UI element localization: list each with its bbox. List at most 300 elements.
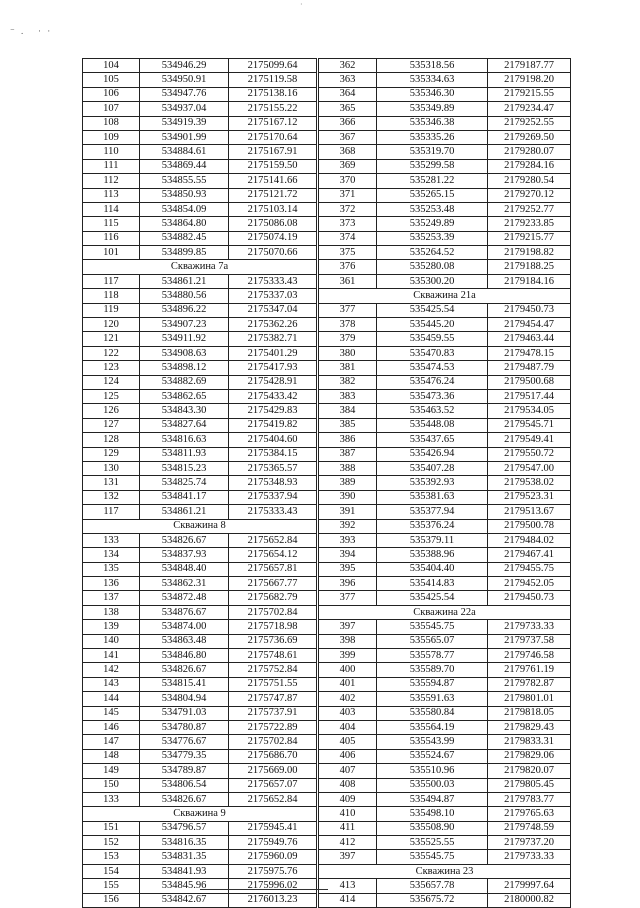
y-coordinate-cell: 2175170.64 — [229, 130, 317, 144]
table-row — [319, 649, 571, 663]
x-coordinate-cell: 535335.26 — [377, 130, 488, 144]
y-coordinate-cell: 2179545.71 — [488, 418, 571, 432]
table-row — [319, 634, 571, 648]
point-number-cell: 371 — [319, 188, 377, 202]
point-number-cell: 117 — [83, 274, 140, 288]
y-coordinate-cell: 2175702.84 — [229, 735, 317, 749]
table-row — [319, 577, 571, 591]
y-coordinate-cell: 2175384.15 — [229, 447, 317, 461]
point-number-cell: 127 — [83, 418, 140, 432]
x-coordinate-cell: 534826.67 — [140, 663, 229, 677]
x-coordinate-cell: 534863.48 — [140, 634, 229, 648]
x-coordinate-cell: 534898.12 — [140, 361, 229, 375]
x-coordinate-cell: 535525.55 — [377, 836, 488, 850]
x-coordinate-cell: 534779.35 — [140, 749, 229, 763]
point-number-cell: 106 — [83, 87, 140, 101]
point-number-cell: 391 — [319, 505, 377, 519]
x-coordinate-cell: 534862.31 — [140, 577, 229, 591]
well-header: Скважина 21а — [319, 289, 571, 303]
point-number-cell: 154 — [83, 864, 140, 878]
right-table-body — [319, 59, 571, 908]
well-header-row — [319, 605, 571, 619]
table-row — [319, 807, 571, 821]
y-coordinate-cell: 2179550.72 — [488, 447, 571, 461]
point-number-cell: 145 — [83, 706, 140, 720]
y-coordinate-cell: 2175702.84 — [229, 605, 317, 619]
point-number-cell: 144 — [83, 692, 140, 706]
x-coordinate-cell: 534911.92 — [140, 332, 229, 346]
table-row — [83, 749, 317, 763]
x-coordinate-cell: 534789.87 — [140, 764, 229, 778]
x-coordinate-cell: 534855.55 — [140, 174, 229, 188]
y-coordinate-cell: 2179252.55 — [488, 116, 571, 130]
y-coordinate-cell: 2179269.50 — [488, 130, 571, 144]
table-row — [319, 389, 571, 403]
point-number-cell: 105 — [83, 73, 140, 87]
point-number-cell: 151 — [83, 821, 140, 835]
point-number-cell: 122 — [83, 346, 140, 360]
x-coordinate-cell: 534826.67 — [140, 792, 229, 806]
y-coordinate-cell: 2175070.66 — [229, 246, 317, 260]
table-row — [83, 591, 317, 605]
x-coordinate-cell: 535425.54 — [377, 591, 488, 605]
x-coordinate-cell: 534841.17 — [140, 490, 229, 504]
point-number-cell: 374 — [319, 231, 377, 245]
y-coordinate-cell: 2175099.64 — [229, 59, 317, 73]
x-coordinate-cell: 535318.56 — [377, 59, 488, 73]
x-coordinate-cell: 534861.21 — [140, 274, 229, 288]
footer-rule — [200, 889, 328, 890]
table-row — [319, 706, 571, 720]
y-coordinate-cell: 2175167.12 — [229, 116, 317, 130]
table-row — [83, 418, 317, 432]
y-coordinate-cell: 2179538.02 — [488, 476, 571, 490]
table-row — [83, 720, 317, 734]
table-row — [83, 246, 317, 260]
table-row — [83, 332, 317, 346]
y-coordinate-cell: 2179737.58 — [488, 634, 571, 648]
x-coordinate-cell: 534850.93 — [140, 188, 229, 202]
table-row — [319, 533, 571, 547]
point-number-cell: 380 — [319, 346, 377, 360]
x-coordinate-cell: 535578.77 — [377, 649, 488, 663]
y-coordinate-cell: 2179252.77 — [488, 202, 571, 216]
point-number-cell: 117 — [83, 505, 140, 519]
y-coordinate-cell: 2179187.77 — [488, 59, 571, 73]
y-coordinate-cell: 2179746.58 — [488, 649, 571, 663]
table-row — [83, 577, 317, 591]
table-row — [319, 836, 571, 850]
x-coordinate-cell: 534882.69 — [140, 375, 229, 389]
y-coordinate-cell: 2175347.04 — [229, 303, 317, 317]
table-row — [319, 274, 571, 288]
point-number-cell: 397 — [319, 620, 377, 634]
scan-mark-corner: ⁻ . · · — [10, 26, 53, 36]
point-number-cell: 133 — [83, 792, 140, 806]
table-row — [319, 764, 571, 778]
x-coordinate-cell: 535346.38 — [377, 116, 488, 130]
point-number-cell: 401 — [319, 677, 377, 691]
point-number-cell: 366 — [319, 116, 377, 130]
table-row — [319, 490, 571, 504]
point-number-cell: 377 — [319, 303, 377, 317]
point-number-cell: 386 — [319, 433, 377, 447]
point-number-cell: 407 — [319, 764, 377, 778]
table-row — [83, 533, 317, 547]
y-coordinate-cell: 2175433.42 — [229, 389, 317, 403]
table-row — [83, 159, 317, 173]
y-coordinate-cell: 2179765.63 — [488, 807, 571, 821]
y-coordinate-cell: 2175652.84 — [229, 792, 317, 806]
y-coordinate-cell: 2179805.45 — [488, 778, 571, 792]
point-number-cell: 114 — [83, 202, 140, 216]
point-number-cell: 394 — [319, 548, 377, 562]
point-number-cell: 397 — [319, 850, 377, 864]
point-number-cell: 149 — [83, 764, 140, 778]
x-coordinate-cell: 535589.70 — [377, 663, 488, 677]
x-coordinate-cell: 535319.70 — [377, 145, 488, 159]
x-coordinate-cell: 534869.44 — [140, 159, 229, 173]
table-row — [319, 562, 571, 576]
point-number-cell: 390 — [319, 490, 377, 504]
x-coordinate-cell: 535508.90 — [377, 821, 488, 835]
y-coordinate-cell: 2179801.01 — [488, 692, 571, 706]
y-coordinate-cell: 2175074.19 — [229, 231, 317, 245]
x-coordinate-cell: 535445.20 — [377, 318, 488, 332]
point-number-cell: 142 — [83, 663, 140, 677]
x-coordinate-cell: 535346.30 — [377, 87, 488, 101]
table-row — [83, 447, 317, 461]
table-row — [83, 677, 317, 691]
y-coordinate-cell: 2175748.61 — [229, 649, 317, 663]
x-coordinate-cell: 535300.20 — [377, 274, 488, 288]
x-coordinate-cell: 535675.72 — [377, 893, 488, 907]
y-coordinate-cell: 2179188.25 — [488, 260, 571, 274]
table-row — [319, 130, 571, 144]
table-row — [83, 404, 317, 418]
y-coordinate-cell: 2179513.67 — [488, 505, 571, 519]
table-row — [319, 303, 571, 317]
table-row — [319, 893, 571, 907]
y-coordinate-cell: 2175121.72 — [229, 188, 317, 202]
point-number-cell: 370 — [319, 174, 377, 188]
x-coordinate-cell: 534919.39 — [140, 116, 229, 130]
table-row — [319, 332, 571, 346]
y-coordinate-cell: 2175365.57 — [229, 461, 317, 475]
y-coordinate-cell: 2179547.00 — [488, 461, 571, 475]
x-coordinate-cell: 535407.28 — [377, 461, 488, 475]
x-coordinate-cell: 535474.53 — [377, 361, 488, 375]
well-header: Скважина 23 — [319, 864, 571, 878]
point-number-cell: 403 — [319, 706, 377, 720]
y-coordinate-cell: 2179270.12 — [488, 188, 571, 202]
point-number-cell: 411 — [319, 821, 377, 835]
y-coordinate-cell: 2175404.60 — [229, 433, 317, 447]
right-coordinate-table — [318, 58, 571, 908]
point-number-cell: 402 — [319, 692, 377, 706]
x-coordinate-cell: 534842.67 — [140, 893, 229, 907]
table-row — [319, 418, 571, 432]
point-number-cell: 143 — [83, 677, 140, 691]
point-number-cell: 135 — [83, 562, 140, 576]
table-row — [83, 649, 317, 663]
table-row — [319, 202, 571, 216]
right-coordinate-table-wrapper — [318, 58, 570, 908]
x-coordinate-cell: 535565.07 — [377, 634, 488, 648]
point-number-cell: 377 — [319, 591, 377, 605]
x-coordinate-cell: 534804.94 — [140, 692, 229, 706]
y-coordinate-cell: 2175652.84 — [229, 533, 317, 547]
x-coordinate-cell: 535280.08 — [377, 260, 488, 274]
table-row — [319, 505, 571, 519]
y-coordinate-cell: 2179782.87 — [488, 677, 571, 691]
left-table-body — [83, 59, 317, 908]
table-row — [83, 202, 317, 216]
table-row — [83, 289, 317, 303]
y-coordinate-cell: 2179467.41 — [488, 548, 571, 562]
y-coordinate-cell: 2179997.64 — [488, 879, 571, 893]
left-coordinate-table-wrapper — [82, 58, 316, 908]
y-coordinate-cell: 2179829.43 — [488, 720, 571, 734]
point-number-cell: 365 — [319, 102, 377, 116]
x-coordinate-cell: 534861.21 — [140, 505, 229, 519]
x-coordinate-cell: 535249.89 — [377, 217, 488, 231]
table-row — [83, 145, 317, 159]
y-coordinate-cell: 2175401.29 — [229, 346, 317, 360]
point-number-cell: 123 — [83, 361, 140, 375]
point-number-cell: 129 — [83, 447, 140, 461]
y-coordinate-cell: 2179198.82 — [488, 246, 571, 260]
table-row — [83, 274, 317, 288]
y-coordinate-cell: 2179280.07 — [488, 145, 571, 159]
y-coordinate-cell: 2179833.31 — [488, 735, 571, 749]
point-number-cell: 385 — [319, 418, 377, 432]
table-row — [83, 318, 317, 332]
table-row — [83, 389, 317, 403]
table-row — [319, 735, 571, 749]
well-header: Скважина 8 — [83, 519, 317, 533]
point-number-cell: 141 — [83, 649, 140, 663]
x-coordinate-cell: 534843.30 — [140, 404, 229, 418]
x-coordinate-cell: 535564.19 — [377, 720, 488, 734]
point-number-cell: 396 — [319, 577, 377, 591]
table-row — [83, 605, 317, 619]
table-row — [319, 461, 571, 475]
y-coordinate-cell: 2175722.89 — [229, 720, 317, 734]
y-coordinate-cell: 2179234.47 — [488, 102, 571, 116]
x-coordinate-cell: 535657.78 — [377, 879, 488, 893]
point-number-cell: 138 — [83, 605, 140, 619]
x-coordinate-cell: 534876.67 — [140, 605, 229, 619]
table-row — [319, 246, 571, 260]
y-coordinate-cell: 2175428.91 — [229, 375, 317, 389]
point-number-cell: 395 — [319, 562, 377, 576]
point-number-cell: 136 — [83, 577, 140, 591]
table-row — [319, 361, 571, 375]
table-row — [319, 519, 571, 533]
point-number-cell: 409 — [319, 792, 377, 806]
x-coordinate-cell: 535524.67 — [377, 749, 488, 763]
point-number-cell: 112 — [83, 174, 140, 188]
table-row — [83, 620, 317, 634]
y-coordinate-cell: 2175996.02 — [229, 879, 317, 893]
table-row — [83, 893, 317, 907]
table-row — [319, 792, 571, 806]
y-coordinate-cell: 2175752.84 — [229, 663, 317, 677]
point-number-cell: 137 — [83, 591, 140, 605]
table-row — [319, 404, 571, 418]
y-coordinate-cell: 2179284.16 — [488, 159, 571, 173]
table-row — [319, 145, 571, 159]
table-row — [319, 59, 571, 73]
x-coordinate-cell: 534841.93 — [140, 864, 229, 878]
y-coordinate-cell: 2175337.03 — [229, 289, 317, 303]
y-coordinate-cell: 2175669.00 — [229, 764, 317, 778]
point-number-cell: 412 — [319, 836, 377, 850]
point-number-cell: 408 — [319, 778, 377, 792]
point-number-cell: 153 — [83, 850, 140, 864]
table-row — [319, 375, 571, 389]
y-coordinate-cell: 2175348.93 — [229, 476, 317, 490]
table-row — [83, 375, 317, 389]
table-row — [319, 346, 571, 360]
table-row — [319, 749, 571, 763]
point-number-cell: 148 — [83, 749, 140, 763]
point-number-cell: 116 — [83, 231, 140, 245]
point-number-cell: 393 — [319, 533, 377, 547]
point-number-cell: 108 — [83, 116, 140, 130]
x-coordinate-cell: 535498.10 — [377, 807, 488, 821]
table-row — [83, 548, 317, 562]
point-number-cell: 373 — [319, 217, 377, 231]
x-coordinate-cell: 534815.23 — [140, 461, 229, 475]
x-coordinate-cell: 534831.35 — [140, 850, 229, 864]
point-number-cell: 101 — [83, 246, 140, 260]
x-coordinate-cell: 534947.76 — [140, 87, 229, 101]
point-number-cell: 387 — [319, 447, 377, 461]
y-coordinate-cell: 2179523.31 — [488, 490, 571, 504]
table-row — [319, 821, 571, 835]
y-coordinate-cell: 2179487.79 — [488, 361, 571, 375]
y-coordinate-cell: 2179450.73 — [488, 591, 571, 605]
y-coordinate-cell: 2175960.09 — [229, 850, 317, 864]
y-coordinate-cell: 2175657.07 — [229, 778, 317, 792]
x-coordinate-cell: 535545.75 — [377, 620, 488, 634]
point-number-cell: 150 — [83, 778, 140, 792]
point-number-cell: 118 — [83, 289, 140, 303]
x-coordinate-cell: 534846.80 — [140, 649, 229, 663]
point-number-cell: 124 — [83, 375, 140, 389]
table-row — [83, 476, 317, 490]
x-coordinate-cell: 535392.93 — [377, 476, 488, 490]
point-number-cell: 400 — [319, 663, 377, 677]
y-coordinate-cell: 2175138.16 — [229, 87, 317, 101]
table-row — [319, 447, 571, 461]
y-coordinate-cell: 2179748.59 — [488, 821, 571, 835]
x-coordinate-cell: 534845.96 — [140, 879, 229, 893]
point-number-cell: 382 — [319, 375, 377, 389]
table-row — [83, 346, 317, 360]
table-row — [319, 879, 571, 893]
table-row — [319, 548, 571, 562]
x-coordinate-cell: 535349.89 — [377, 102, 488, 116]
x-coordinate-cell: 534896.22 — [140, 303, 229, 317]
x-coordinate-cell: 534864.80 — [140, 217, 229, 231]
y-coordinate-cell: 2175167.91 — [229, 145, 317, 159]
table-row — [83, 505, 317, 519]
y-coordinate-cell: 2175686.70 — [229, 749, 317, 763]
y-coordinate-cell: 2179733.33 — [488, 850, 571, 864]
table-row — [83, 433, 317, 447]
y-coordinate-cell: 2179455.75 — [488, 562, 571, 576]
table-row — [83, 778, 317, 792]
y-coordinate-cell: 2175949.76 — [229, 836, 317, 850]
point-number-cell: 372 — [319, 202, 377, 216]
table-row — [83, 864, 317, 878]
x-coordinate-cell: 534908.63 — [140, 346, 229, 360]
x-coordinate-cell: 534880.56 — [140, 289, 229, 303]
x-coordinate-cell: 535463.52 — [377, 404, 488, 418]
table-row — [319, 116, 571, 130]
table-row — [83, 174, 317, 188]
point-number-cell: 384 — [319, 404, 377, 418]
table-row — [319, 73, 571, 87]
x-coordinate-cell: 535591.63 — [377, 692, 488, 706]
point-number-cell: 104 — [83, 59, 140, 73]
scan-mark-top: · — [300, 0, 303, 9]
table-row — [83, 879, 317, 893]
table-row — [83, 303, 317, 317]
table-row — [83, 735, 317, 749]
y-coordinate-cell: 2179478.15 — [488, 346, 571, 360]
table-row — [319, 102, 571, 116]
x-coordinate-cell: 534874.00 — [140, 620, 229, 634]
y-coordinate-cell: 2179184.16 — [488, 274, 571, 288]
x-coordinate-cell: 534862.65 — [140, 389, 229, 403]
y-coordinate-cell: 2179737.20 — [488, 836, 571, 850]
table-row — [319, 433, 571, 447]
y-coordinate-cell: 2175417.93 — [229, 361, 317, 375]
table-row — [83, 764, 317, 778]
point-number-cell: 152 — [83, 836, 140, 850]
y-coordinate-cell: 2179198.20 — [488, 73, 571, 87]
table-row — [83, 706, 317, 720]
y-coordinate-cell: 2179517.44 — [488, 389, 571, 403]
y-coordinate-cell: 2175945.41 — [229, 821, 317, 835]
x-coordinate-cell: 535253.39 — [377, 231, 488, 245]
x-coordinate-cell: 535470.83 — [377, 346, 488, 360]
point-number-cell: 132 — [83, 490, 140, 504]
point-number-cell: 111 — [83, 159, 140, 173]
table-row — [83, 73, 317, 87]
table-row — [83, 461, 317, 475]
table-row — [319, 318, 571, 332]
table-row — [319, 231, 571, 245]
table-row — [83, 59, 317, 73]
point-number-cell: 131 — [83, 476, 140, 490]
well-header: Скважина 9 — [83, 807, 317, 821]
y-coordinate-cell: 2175751.55 — [229, 677, 317, 691]
y-coordinate-cell: 2175155.22 — [229, 102, 317, 116]
y-coordinate-cell: 2179761.19 — [488, 663, 571, 677]
table-row — [319, 663, 571, 677]
x-coordinate-cell: 535299.58 — [377, 159, 488, 173]
x-coordinate-cell: 535264.52 — [377, 246, 488, 260]
point-number-cell: 133 — [83, 533, 140, 547]
table-row — [83, 836, 317, 850]
y-coordinate-cell: 2179818.05 — [488, 706, 571, 720]
table-row — [319, 620, 571, 634]
